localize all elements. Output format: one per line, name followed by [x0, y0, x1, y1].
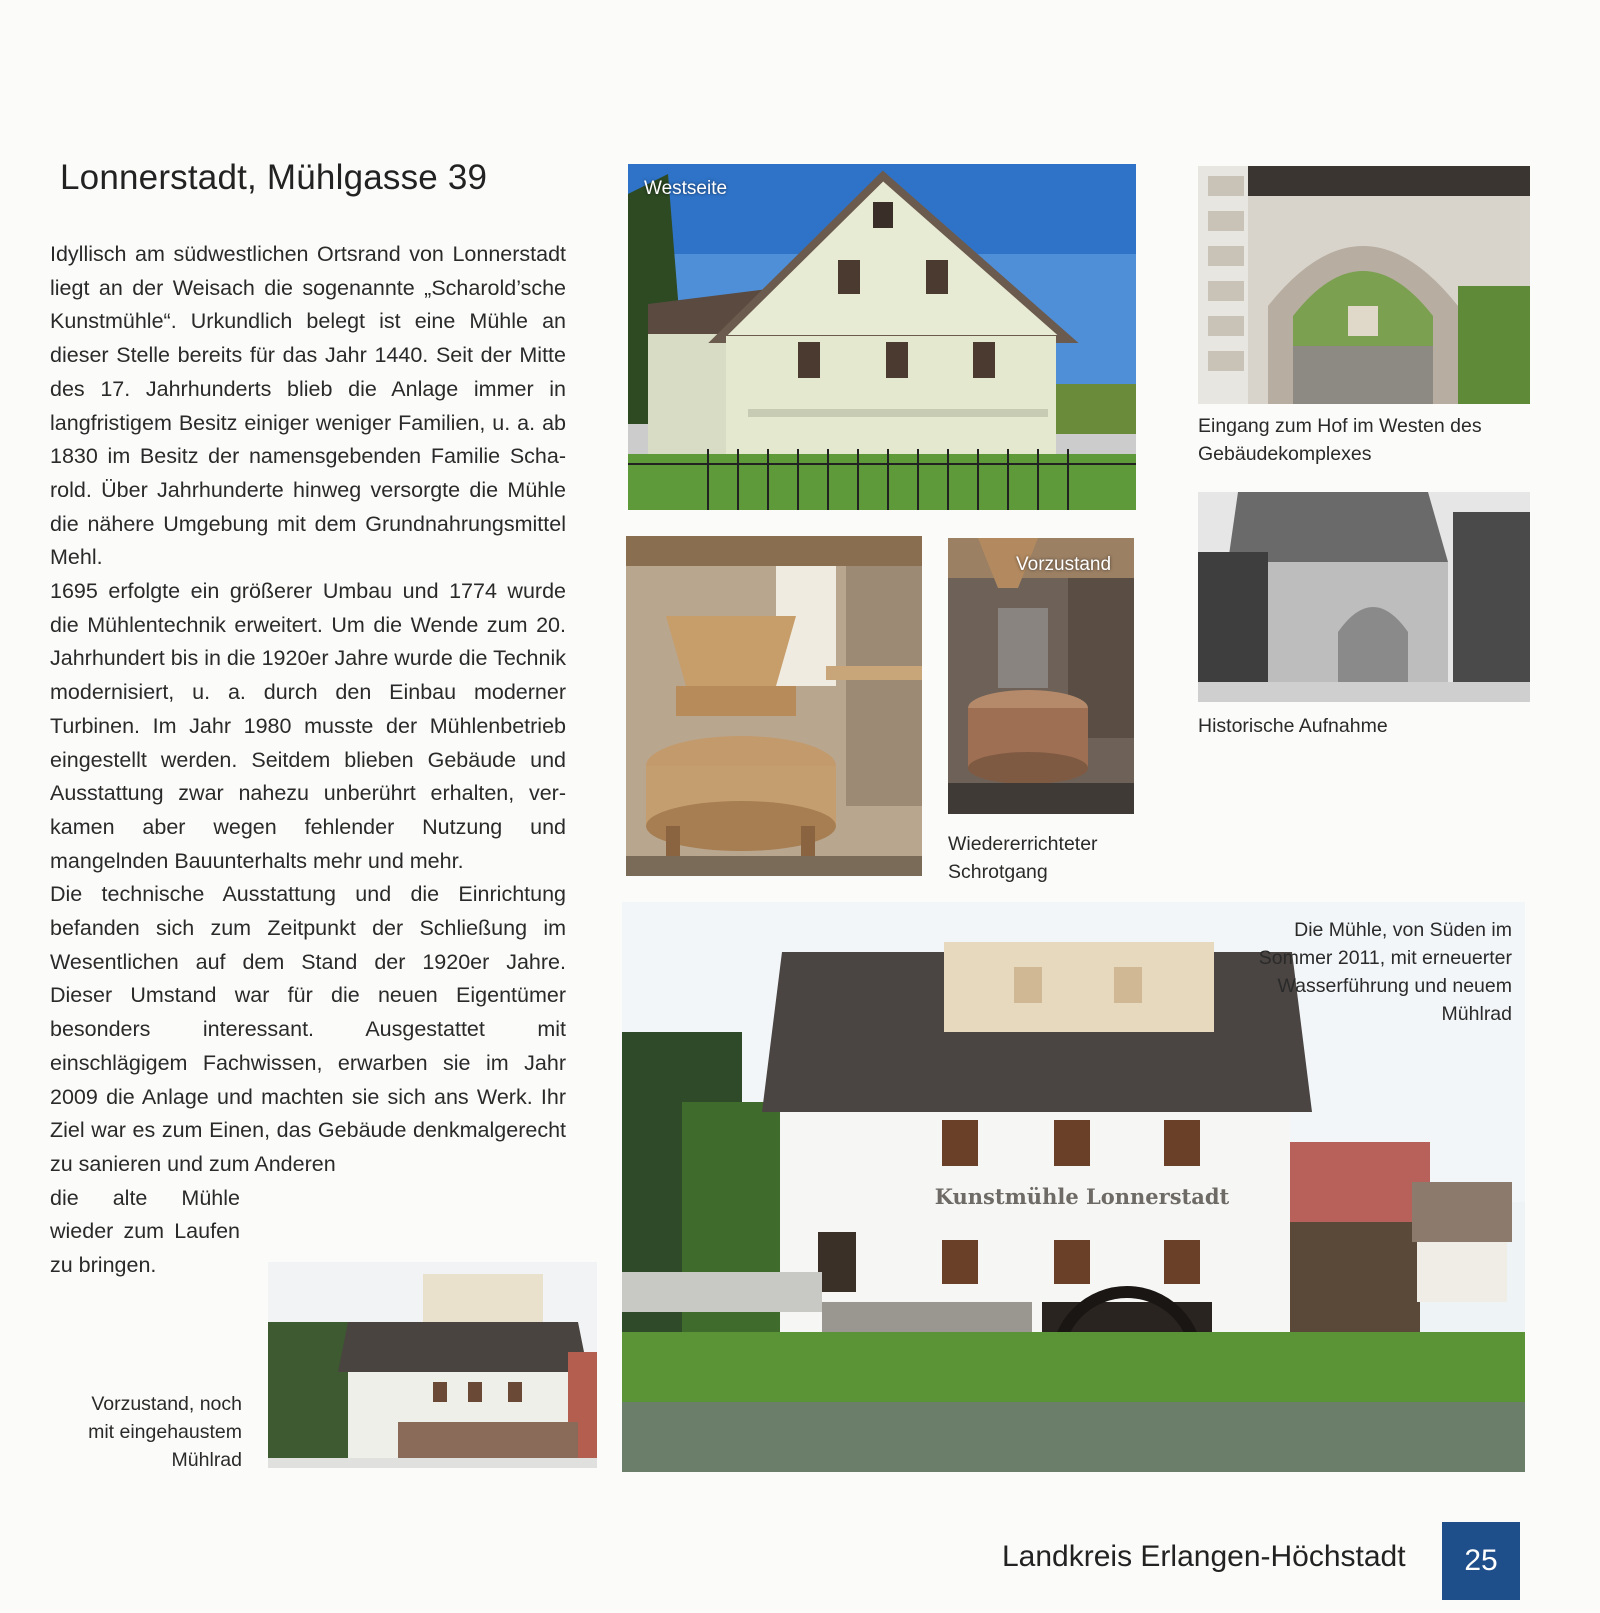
- footer-region: Landkreis Erlangen-Höchstadt: [1002, 1540, 1406, 1573]
- page-title: Lonnerstadt, Mühlgasse 39: [60, 158, 488, 197]
- photo-mahlgang: [626, 536, 922, 876]
- caption-vorzustand-klein: Vorzustand, noch mit eingehaustem Mühlrad: [88, 1393, 242, 1471]
- caption-muehle-sueden: Die Mühle, von Süden im Sommer 2011, mit erneuerter Wasserführung und neuem Mühlrad: [1258, 919, 1512, 1025]
- paragraph-3: Die technische Ausstattung und die Einrichtung befanden sich zum Zeitpunkt der Schließung im Wesentlichen auf dem Stand der 1920er Jahre. Dieser Umstand war für die neuen Eigentümer besonders interessant. Ausgestattet mit einschlägigem Fachwissen, erwarben sie im Jahr 2009 die Anlage und machten sie sich ans Werk. Ihr Ziel war es zum Einen, das Gebäude denkmalgerecht zu sanieren und zum Anderen: [50, 882, 566, 1176]
- caption-schrotgang: Wiedererrichteter Schrotgang: [948, 833, 1098, 883]
- paragraph-2: 1695 erfolgte ein größerer Umbau und 1774 wurde die Mühlentechnik erweitert. Um die Wende zum 20. Jahrhundert bis in die 1920er Jahre wurde die Technik modernisiert, u. a. durch den Einbau moderner Turbinen. Im Jahr 1980 musste der Mühlenbetrieb eingestellt werden. Seitdem blieben Gebäude und Ausstattung zwar nahezu unberührt erhalten, verkamen aber wegen fehlender Nutzung und mangelnden Bauunterhalts mehr und mehr.: [50, 579, 566, 873]
- photo-label-westseite: Westseite: [644, 178, 728, 199]
- article-body: [50, 238, 566, 1283]
- muehle-sign: Kunstmühle Lonnerstadt: [934, 1184, 1230, 1209]
- caption-historisch: Historische Aufnahme: [1198, 715, 1388, 737]
- photo-vorzustand-klein: [268, 1262, 597, 1468]
- photo-schrotgang: [948, 538, 1134, 814]
- photo-hof-eingang: [1198, 166, 1530, 404]
- photo-westseite: [628, 164, 1136, 510]
- page-number: 25: [1442, 1522, 1520, 1600]
- photo-historisch: [1198, 492, 1530, 702]
- caption-hof-eingang: Eingang zum Hof im Westen des Gebäudekomplexes: [1198, 415, 1482, 465]
- photo-label-vorzustand: Vorzustand: [1016, 554, 1112, 575]
- paragraph-1: Idyllisch am südwestlichen Ortsrand von Lonnerstadt liegt an der Weisach die sogenannte „Scharold’sche Kunstmühle“. Urkundlich belegt ist eine Mühle an dieser Stelle bereits für das Jahr 1440. Seit der Mitte des 17. Jahrhunderts blieb die Anlage immer in langfristigem Besitz einiger weniger Familien, u. a. ab 1830 im Besitz der namensgebenden Familie Scharold. Über Jahrhunderte hinweg versorgte die Mühle die nähere Umgebung mit dem Grundnahrungsmittel Mehl.: [50, 242, 566, 570]
- paragraph-closing: die alte Mühle wieder zum Laufen zu bringen.: [50, 1185, 240, 1278]
